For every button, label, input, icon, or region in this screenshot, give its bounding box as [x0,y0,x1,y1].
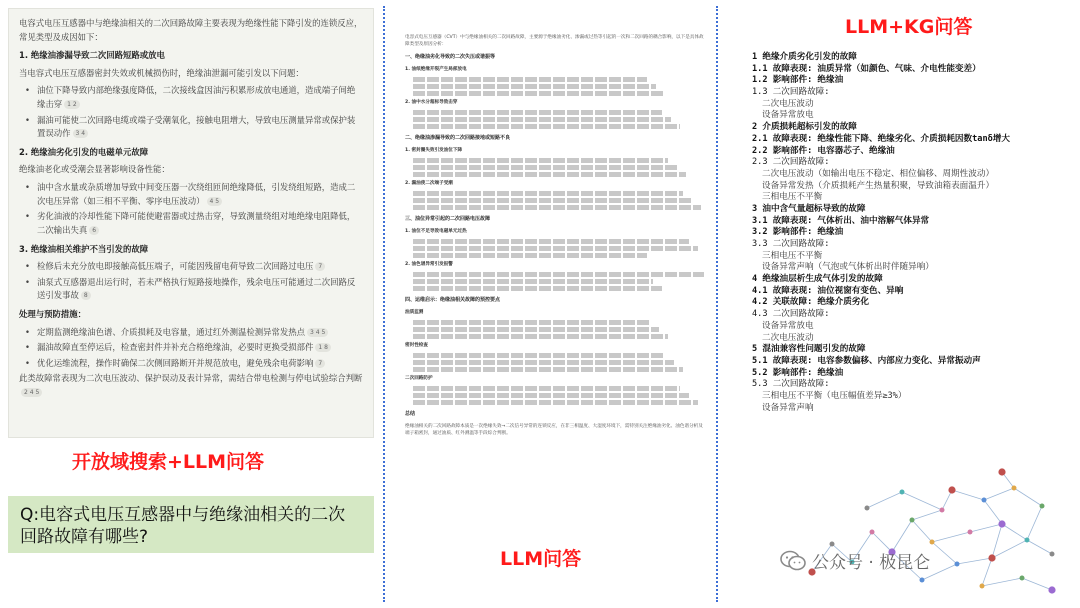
graph-edge [902,492,942,510]
left-section-title: 处理与预防措施： [19,308,86,319]
citation-badge[interactable]: 2 4 5 [21,388,42,397]
list-item-text: 定期监测绝缘油色谱、介质损耗及电容量，通过红外测温检测异常发热点 [37,326,305,337]
kg-answer-line: 5 混油兼容性问题引发的故障 [752,344,866,355]
mid-subheading: 2. 漏油使二次端子受潮 [405,181,453,187]
kg-answer-line: 2 介质损耗超标引发的故障 [752,122,857,133]
kg-answer-line: 1 绝缘介质劣化引发的故障 [752,52,857,62]
kg-answer-line: 4.2 关联故障: 绝缘介质劣化 [752,297,869,308]
text-line-placeholder [413,320,650,325]
graph-node [1040,504,1045,509]
citation-badge[interactable]: 6 [89,226,99,235]
kg-answer-line: 5.1 故障表现: 电容参数偏移、内部应力变化、异常振动声 [752,355,981,366]
graph-node [998,520,1005,527]
graph-edge [957,558,992,564]
citation-badge[interactable]: 3 4 [73,129,89,138]
left-section-desc: 绝缘油老化或受潮会显著影响设备性能： [19,164,170,175]
graph-edge [1014,488,1042,506]
graph-node [955,562,960,567]
graph-node [968,530,973,535]
mid-subheading: 2. 油中水分超标导致击穿 [405,100,458,106]
text-line-placeholder [413,286,662,291]
graph-edge [992,540,1027,558]
text-line-placeholder [413,393,689,398]
mid-section-heading: 一、绝缘油劣化导致的二次失压或谐振等 [405,54,496,61]
left-section-desc: 当电容式电压互感器密封失效或机械损伤时，绝缘油泄漏可能引发以下问题： [19,67,304,78]
kg-answer-list [752,52,1072,414]
citation-badge[interactable]: 3 4 5 [307,328,328,337]
graph-node [830,542,835,547]
graph-edge [1027,506,1042,540]
graph-edge [1002,524,1027,540]
kg-answer-line: 2.2 影响部件: 电容器芯子、绝缘油 [752,145,895,156]
mid-summary-heading: 总结 [405,411,416,418]
mid-subheading: 二次回路防护 [405,376,433,382]
open-search-llm-label: 开放域搜索+LLM问答 [72,451,265,473]
mid-intro: 电容式电压互感器（CVT）中与绝缘油相关的二次回路故障，主要源于绝缘油劣化、渗漏或过热等引起的一次和二次回路的耦合影响，以下是具体故障类型及原因分析： [405,35,704,48]
graph-node [865,506,870,511]
graph-edge [970,524,1002,532]
graph-node [1020,576,1025,581]
kg-answer-line: 3.2 影响部件: 绝缘油 [752,227,844,238]
left-sections [19,49,363,370]
list-item [19,210,363,237]
graph-node [920,578,925,583]
graph-node [910,518,915,523]
citation-badge[interactable]: 8 [81,291,91,300]
text-line-placeholder [413,172,686,177]
kg-answer-line: 2.1 故障表现: 绝缘性能下降、绝缘劣化、介质损耗因数tanδ增大 [752,133,1010,144]
question-box: Q:电容式电压互感器中与绝缘油相关的二次回路故障有哪些? [8,496,374,553]
left-section-list [19,84,363,140]
list-item-text: 油泵式互感器退出运行时，若未严格执行短路接地操作，残余电压可能通过二次回路反送引发事故 [37,276,356,301]
list-item [19,276,363,303]
graph-edge [932,532,970,542]
text-line-placeholder [413,272,704,277]
text-line-placeholder [413,198,692,203]
text-line-placeholder [413,110,662,115]
graph-edge [982,558,992,586]
dotted-separator-left [383,6,385,602]
text-line-placeholder [413,239,689,244]
left-section-list [19,181,363,237]
graph-node [1048,586,1055,593]
kg-answer-line: 三相电压不平衡 [762,250,823,261]
kg-answer-line: 2.3 二次回路故障: [752,157,830,168]
mid-subheading: 油质监测 [405,309,424,315]
mid-summary: 绝缘油相关的二次回路故障本质是一次绝缘失效→二次信号异常的连锁反应，在非三相温度、大湿度环境下，需特别关注绝缘油劣化、油色谱分析及端子箱密封，通过油质、红外测温等手段综合判断。 [405,423,703,437]
text-line-placeholder [413,246,698,251]
kg-answer-line: 设备异常放电 [762,110,814,121]
citation-badge[interactable]: 4 5 [207,197,223,206]
text-line-placeholder [413,205,701,210]
list-item [19,326,363,340]
text-line-placeholder [413,327,659,332]
llm-answer-document [405,34,705,539]
graph-node [988,554,995,561]
kg-answer-line: 1.2 影响部件: 绝缘油 [752,75,844,86]
kg-answer-line: 三相电压不平衡（电压幅值差异≥3%） [762,390,907,401]
graph-node [940,508,945,513]
kg-answer-line: 二次电压波动（如输出电压不稳定、相位偏移、周期性波动） [762,168,995,179]
text-line-placeholder [413,158,668,163]
list-item [19,341,363,355]
kg-answer-line: 三相电压不平衡 [762,192,823,203]
citation-badge[interactable]: 7 [315,262,325,271]
citation-badge[interactable]: 1 2 [64,100,80,109]
left-section-list [19,326,363,371]
list-item-text: 优化运维流程，操作时确保二次侧回路断开并规范放电，避免残余电荷影响 [37,357,314,368]
citation-badge[interactable]: 7 [315,359,325,368]
graph-edge [912,520,932,542]
left-section-title: 3. 绝缘油相关维护不当引发的故障 [19,243,149,254]
mid-section-heading: 三、油位异常引起的二次回路电压故障 [405,216,491,223]
text-line-placeholder [413,191,683,196]
graph-edge [992,524,1002,558]
llm-label: LLM问答 [500,548,582,570]
kg-answer-line: 5.3 二次回路故障: [752,379,830,390]
text-line-placeholder [413,400,698,405]
list-item-text: 漏油可能使二次回路电缆或端子受潮氧化，接触电阻增大，导致电压测量异常或保护装置误动作 [37,114,356,139]
dotted-separator-right [716,6,718,602]
wechat-icon [780,550,806,572]
list-item [19,114,363,141]
graph-node [1050,552,1055,557]
left-section-title: 1. 绝缘油渗漏导致二次回路短路或放电 [19,50,165,61]
graph-node [948,486,955,493]
text-line-placeholder [413,360,674,365]
kg-answer-line: 3 油中含气量超标导致的故障 [752,203,866,214]
mid-section-heading: 四、运维启示：绝缘油相关故障的预控要点 [405,297,501,304]
graph-node [980,584,985,589]
watermark [780,548,930,573]
text-line-placeholder [413,165,677,170]
text-line-placeholder [413,84,656,89]
open-search-answer-card [8,8,374,438]
graph-node [930,540,935,545]
graph-edge [982,578,1022,586]
mid-section-heading: 二、绝缘油渗漏导致的二次回路接地或短路不良 [405,135,511,142]
kg-answer-line: 设备异常发热（介质损耗产生热量积聚，导致油箱表面温升） [762,180,995,191]
kg-answer-line: 1.3 二次回路故障: [752,87,830,98]
kg-answer-line: 3.1 故障表现: 气体析出、油中溶解气体异常 [752,215,930,226]
kg-answer-line: 二次电压波动 [762,332,814,343]
list-item [19,260,363,274]
citation-badge[interactable]: 1 8 [315,343,331,352]
text-line-placeholder [413,77,647,82]
kg-answer-line: 4.1 故障表现: 油位视窗有变色、异响 [752,285,904,296]
text-line-placeholder [413,279,653,284]
left-section-list [19,260,363,303]
text-line-placeholder [413,334,668,339]
graph-edge [984,488,1014,500]
left-outro: 此类故障常表现为二次电压波动、保护误动及表计异常，需结合带电检测与停电试验综合判断2 4 5 [19,373,363,397]
graph-node [870,530,875,535]
list-item [19,84,363,111]
graph-edge [932,542,957,564]
kg-answer-line: 3.3 二次回路故障: [752,239,830,249]
mid-subheading: 2. 油色谱异常引发报警 [405,262,453,268]
left-intro: 电容式电压互感器中与绝缘油相关的二次回路故障主要表现为绝缘性能下降引发的连锁反应，常见类型及成因如下： [19,18,363,42]
kg-answer-line: 设备异常放电 [762,320,814,331]
graph-node [998,468,1005,475]
graph-edge [867,492,902,508]
text-line-placeholder [413,124,680,129]
graph-edge [952,490,984,500]
graph-node [1025,538,1030,543]
mid-subheading: 1. 油纸绝缘开裂产生局部放电 [405,66,467,72]
graph-node [1012,486,1017,491]
text-line-placeholder [413,253,647,258]
mid-subheading: 1. 密封圈失效引发油位下降 [405,147,463,153]
text-line-placeholder [413,91,665,96]
graph-edge [1027,540,1052,554]
list-item-text: 油中含水量或杂质增加导致中间变压器一次绕组匝间绝缘降低，引发绕组短路，造成二次电压异常（如三相不平衡、零序电压波动） [37,182,356,206]
list-item [19,181,363,208]
left-section-title: 2. 绝缘油劣化引发的电磁单元故障 [19,146,149,157]
mid-sections [405,54,705,405]
list-item-text: 检修后未充分放电即接触高低压端子，可能因残留电荷导致二次回路过电压 [37,261,314,272]
list-item [19,357,363,371]
list-item-text: 漏油故障直至停运后，检查密封件并补充合格绝缘油，必要时更换受损部件 [37,342,314,353]
mid-subheading: 1. 油位不足导致电磁单元过热 [405,228,467,234]
graph-edge [984,500,1002,524]
kg-answer-line: 设备异常声响 [762,402,814,413]
graph-node [982,498,987,503]
kg-answer-line: 5.2 影响部件: 绝缘油 [752,367,844,378]
watermark-text: 公众号 · 极昆仑 [812,553,931,573]
text-line-placeholder [413,353,665,358]
kg-answer-line: 二次电压波动 [762,98,814,109]
graph-edge [912,510,942,520]
text-line-placeholder [413,117,671,122]
kg-answer-line: 4.3 二次回路故障: [752,309,830,320]
list-item-text: 油位下降导致内部绝缘强度降低，二次接线盒因油污积累形成放电通道，造成端子间绝缘击穿 [37,85,356,110]
llm-kg-label: LLM+KG问答 [845,16,973,38]
kg-answer-line: 设备异常声响（气泡或气体析出时伴随异响） [762,262,934,273]
text-line-placeholder [413,386,680,391]
kg-answer-line: 1.1 故障表现: 油质异常（如颜色、气味、介电性能变差） [752,63,981,74]
graph-edge [1022,578,1052,590]
text-line-placeholder [413,367,683,372]
kg-answer-line: 4 绝缘油层析生成气体引发的故障 [752,274,883,285]
graph-node [900,490,905,495]
list-item-text: 劣化油液的冷却性能下降可能使避雷器或过热击穿，导致测量绕组对地绝缘电阻降低，二次输出失真 [37,211,356,235]
mid-subheading: 密封性检查 [405,342,428,348]
knowledge-graph-visual [752,462,1070,602]
